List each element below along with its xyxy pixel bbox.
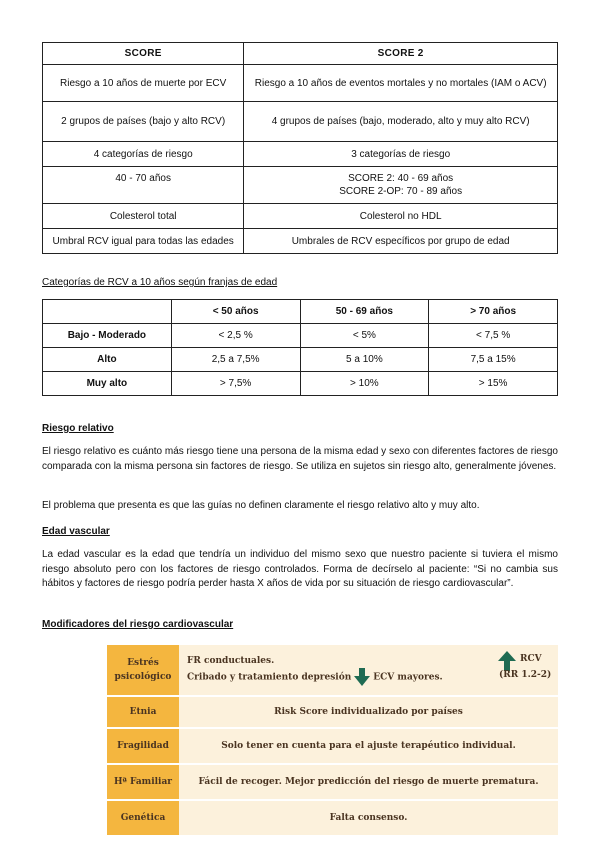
risk-modifiers-table <box>107 645 558 835</box>
table-cell: > 7,5% <box>171 372 300 396</box>
table-cell: 7,5 a 15% <box>429 348 558 372</box>
table-cell: 2 grupos de países (bajo y alto RCV) <box>43 102 244 142</box>
edad-vascular-paragraph: La edad vascular es la edad que tendría un individuo del mismo sexo que nuestro paciente si tuviera el mismo riesgo absoluto pero con los factores de riesgo controlados. Forma de decírselo al paciente: “Si no cambia sus hábitos y factores de riesgo podría perder hasta X años de vida por su situación de riesgo cardiovascular”. <box>42 549 558 589</box>
modifier-value <box>179 645 558 695</box>
table-cell: 4 grupos de países (bajo, moderado, alto y muy alto RCV) <box>244 102 558 142</box>
rcv-label: RCV <box>520 654 542 664</box>
modifier-row-estres <box>107 645 558 695</box>
rcv-table-caption: Categorías de RCV a 10 años según franjas de edad <box>42 277 278 288</box>
table-row <box>43 142 558 167</box>
section-title-edad-vascular: Edad vascular <box>42 526 110 537</box>
table-row <box>43 324 558 348</box>
arrow-down-icon <box>354 668 370 686</box>
score2-age-line: SCORE 2: 40 - 69 años <box>348 173 454 184</box>
modifier-label: Fragilidad <box>107 729 179 763</box>
riesgo-relativo-paragraph-2: El problema que presenta es que las guías no definen claramente el riesgo relativo alto y muy alto. <box>42 500 480 511</box>
modifier-value: Solo tener en cuenta para el ajuste terapéutico individual. <box>221 741 516 751</box>
score2op-age-line: SCORE 2-OP: 70 - 89 años <box>339 186 463 197</box>
header-score: SCORE <box>43 43 244 65</box>
table-cell: < 7,5 % <box>429 324 558 348</box>
modifier-label: Hª Familiar <box>107 765 179 799</box>
estres-line-2 <box>187 668 443 686</box>
header-50-69: 50 - 69 años <box>300 300 429 324</box>
table-cell: < 5% <box>300 324 429 348</box>
table-cell: 3 categorías de riesgo <box>244 142 558 167</box>
rr-label: (RR 1.2-2) <box>499 670 552 680</box>
table-cell <box>244 167 558 204</box>
row-label: Bajo - Moderado <box>43 324 172 348</box>
header-over-70: > 70 años <box>429 300 558 324</box>
header-score2: SCORE 2 <box>244 43 558 65</box>
table-header-row <box>43 43 558 65</box>
section-title-riesgo-relativo: Riesgo relativo <box>42 423 114 434</box>
table-row <box>43 167 558 204</box>
table-cell: < 2,5 % <box>171 324 300 348</box>
estres-line-2a: Cribado y tratamiento depresión <box>187 672 352 683</box>
row-label: Alto <box>43 348 172 372</box>
table-cell: Umbral RCV igual para todas las edades <box>43 229 244 254</box>
table-row <box>43 348 558 372</box>
score-comparison-table <box>42 42 558 254</box>
table-row <box>43 372 558 396</box>
table-cell: Riesgo a 10 años de muerte por ECV <box>43 65 244 102</box>
modifier-row-etnia <box>107 697 558 727</box>
table-row <box>43 102 558 142</box>
modifier-value: Risk Score individualizado por países <box>274 707 463 717</box>
table-cell: > 15% <box>429 372 558 396</box>
section-title-modificadores: Modificadores del riesgo cardiovascular <box>42 619 234 630</box>
rcv-categories-table <box>42 299 558 396</box>
table-cell: 2,5 a 7,5% <box>171 348 300 372</box>
table-cell: > 10% <box>300 372 429 396</box>
table-cell: Umbrales de RCV específicos por grupo de edad <box>244 229 558 254</box>
table-header-row <box>43 300 558 324</box>
table-cell: Colesterol no HDL <box>244 204 558 229</box>
header-under-50: < 50 años <box>171 300 300 324</box>
estres-line-1: FR conductuales. <box>187 656 275 666</box>
header-empty <box>43 300 172 324</box>
modifier-row-fragilidad <box>107 729 558 763</box>
table-cell: Colesterol total <box>43 204 244 229</box>
modifier-row-genetica <box>107 801 558 835</box>
modifier-label: Estrés psicológico <box>107 645 179 695</box>
table-cell: Riesgo a 10 años de eventos mortales y no mortales (IAM o ACV) <box>244 65 558 102</box>
table-row <box>43 65 558 102</box>
age-range-text: 40 - 70 años <box>115 173 171 184</box>
riesgo-relativo-paragraph-1: El riesgo relativo es cuánto más riesgo tiene una persona de la misma edad y sexo con diferentes factores de riesgo comparada con la misma persona sin factores de riesgo. Se utiliza en sujetos sin riesgo alto, generalmente jóvenes. <box>42 446 558 472</box>
modifier-label: Genética <box>107 801 179 835</box>
modifier-value: Fácil de recoger. Mejor predicción del riesgo de muerte prematura. <box>198 777 539 787</box>
estres-text-block <box>179 654 443 686</box>
arrow-up-icon <box>498 651 516 671</box>
table-cell: 4 categorías de riesgo <box>43 142 244 167</box>
row-label: Muy alto <box>43 372 172 396</box>
modifier-value: Falta consenso. <box>329 813 408 823</box>
table-row <box>43 229 558 254</box>
table-cell: 5 a 10% <box>300 348 429 372</box>
table-cell <box>43 167 244 204</box>
modifier-row-historia-familiar <box>107 765 558 799</box>
estres-line-2b: ECV mayores. <box>373 672 443 683</box>
table-row <box>43 204 558 229</box>
modifier-label: Etnia <box>107 697 179 727</box>
